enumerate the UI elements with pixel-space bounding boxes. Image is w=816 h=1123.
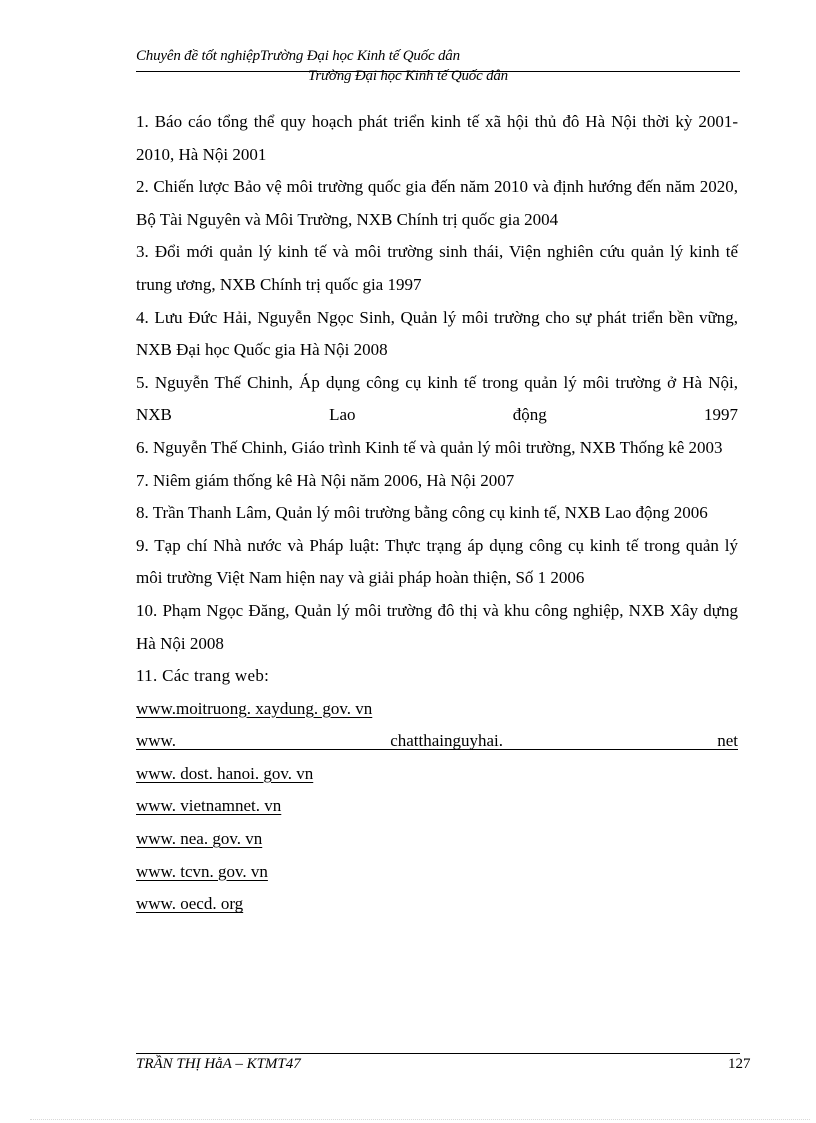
header-subtitle: Trường Đại học Kinh tế Quốc dân xyxy=(308,68,508,84)
page-number: 127 xyxy=(728,1056,751,1072)
website-link[interactable]: www. tcvn. gov. vn xyxy=(136,861,268,881)
reference-item-4: 4. Lưu Đức Hải, Nguyễn Ngọc Sinh, Quản lý môi trường cho sự phát triển bền vững, NXB Đại học Quốc gia Hà Nội 2008 xyxy=(136,307,738,360)
website-link[interactable]: www. chatthainguyhai. net xyxy=(136,731,738,751)
page-bottom-border xyxy=(30,1119,810,1120)
website-link[interactable]: www. vietnamnet. vn xyxy=(136,796,282,816)
header-title: Chuyên đề tốt nghiệpTrường Đại học Kinh tế Quốc dân xyxy=(136,48,460,64)
websites-heading: 11. Các trang web: xyxy=(136,666,270,686)
reference-item-6: 6. Nguyễn Thế Chinh, Giáo trình Kinh tế và quản lý môi trường, NXB Thống kê 2003 xyxy=(136,437,723,457)
reference-item-7: 7. Niêm giám thống kê Hà Nội năm 2006, Hà Nội 2007 xyxy=(136,470,515,490)
website-link[interactable]: www.moitruong. xaydung. gov. vn xyxy=(136,698,373,718)
website-link[interactable]: www. dost. hanoi. gov. vn xyxy=(136,763,314,783)
website-link[interactable]: www. oecd. org xyxy=(136,894,244,914)
reference-item-10: 10. Phạm Ngọc Đăng, Quản lý môi trường đô thị và khu công nghiệp, NXB Xây dựng Hà Nội 2008 xyxy=(136,600,738,653)
website-link[interactable]: www. nea. gov. vn xyxy=(136,829,263,849)
reference-item-8: 8. Trần Thanh Lâm, Quản lý môi trường bằng công cụ kinh tế, NXB Lao động 2006 xyxy=(136,503,708,523)
reference-item-3: 3. Đổi mới quản lý kinh tế và môi trường sinh thái, Viện nghiên cứu quản lý kinh tế trung ương, NXB Chính trị quốc gia 1997 xyxy=(136,242,738,294)
reference-list xyxy=(136,106,738,921)
reference-item-1: 1. Báo cáo tổng thể quy hoạch phát triển kinh tế xã hội thủ đô Hà Nội thời kỳ 2001-2010, Hà Nội 2001 xyxy=(136,112,738,164)
reference-item-5: 5. Nguyễn Thế Chinh, Áp dụng công cụ kinh tế trong quản lý môi trường ở Hà Nội, NXB Lao động 1997 xyxy=(136,372,738,425)
footer-divider xyxy=(136,1053,740,1054)
reference-item-2: 2. Chiến lược Bảo vệ môi trường quốc gia đến năm 2010 và định hướng đến năm 2020, Bộ Tài Nguyên và Môi Trường, NXB Chính trị quốc gia 2004 xyxy=(136,177,738,229)
reference-item-9: 9. Tạp chí Nhà nước và Pháp luật: Thực trạng áp dụng công cụ kinh tế trong quản lý môi trường Việt Nam hiện nay và giải pháp hoàn thiện, Số 1 2006 xyxy=(136,535,738,588)
footer-author: TRẦN THỊ HằA – KTMT47 xyxy=(136,1056,301,1072)
